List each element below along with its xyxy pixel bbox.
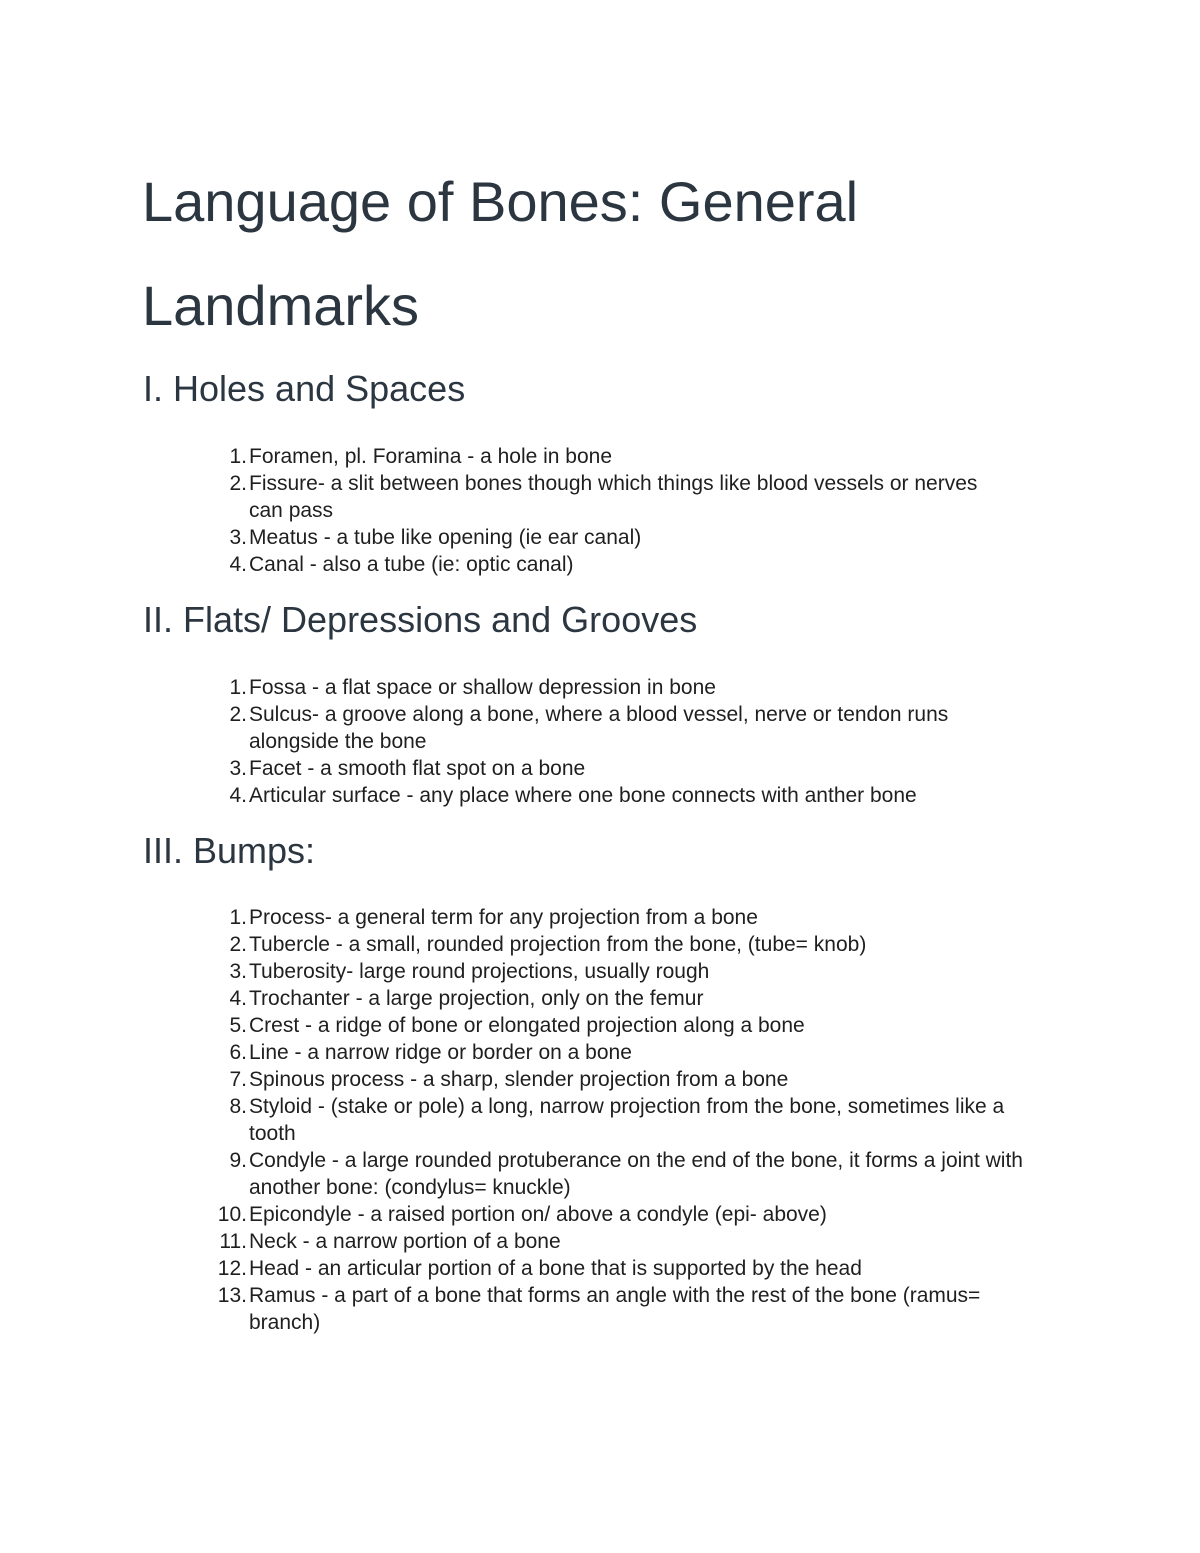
list-item-number: 10.	[217, 1203, 247, 1226]
list-item-number: 1.	[229, 445, 247, 468]
list-item-number: 11.	[219, 1230, 247, 1253]
list-item-text: Epicondyle - a raised portion on/ above a condyle (epi- above)	[249, 1203, 827, 1226]
list-item	[143, 1039, 1043, 1066]
list-item	[143, 1147, 1043, 1201]
list-item	[143, 755, 1043, 782]
section-heading-flats-depressions-grooves: II. Flats/ Depressions and Grooves	[143, 599, 698, 640]
list-item-text: Facet - a smooth flat spot on a bone	[249, 757, 586, 780]
list-item-number: 3.	[229, 757, 247, 780]
list-item	[143, 1066, 1043, 1093]
list-item-number: 9.	[229, 1149, 247, 1172]
list-item-number: 2.	[229, 472, 247, 495]
list-item-number: 3.	[229, 960, 247, 983]
list-item-number: 1.	[229, 676, 247, 699]
list-item-number: 5.	[229, 1014, 247, 1037]
list-item	[143, 1012, 1043, 1039]
list-item-text: Articular surface - any place where one bone connects with anther bone	[249, 784, 917, 807]
list-item	[143, 674, 1043, 701]
list-item-text: Fissure- a slit between bones though which things like blood vessels or nerves can pass	[249, 472, 978, 522]
list-item	[143, 443, 1043, 470]
list-item-text: Trochanter - a large projection, only on the femur	[249, 987, 704, 1010]
list-item-text: Process- a general term for any projection from a bone	[249, 906, 758, 929]
list-item-text: Meatus - a tube like opening (ie ear canal)	[249, 526, 642, 549]
list-item-number: 12.	[217, 1257, 247, 1280]
list-item-number: 1.	[229, 906, 247, 929]
list-item	[143, 904, 1043, 931]
list-item	[143, 470, 1043, 524]
list-item-text: Condyle - a large rounded protuberance on the end of the bone, it forms a joint with another bone: (condylus= knuckle)	[249, 1149, 1023, 1199]
list-item-text: Head - an articular portion of a bone that is supported by the head	[249, 1257, 862, 1280]
list-item	[143, 524, 1043, 551]
list-item-text: Line - a narrow ridge or border on a bone	[249, 1041, 632, 1064]
holes-and-spaces-list	[143, 443, 1043, 578]
list-item-number: 3.	[229, 526, 247, 549]
list-item-text: Spinous process - a sharp, slender projection from a bone	[249, 1068, 789, 1091]
list-item-number: 13.	[217, 1284, 247, 1307]
list-item-text: Ramus - a part of a bone that forms an angle with the rest of the bone (ramus= branch)	[249, 1284, 981, 1334]
list-item-number: 4.	[229, 553, 247, 576]
list-item	[143, 958, 1043, 985]
list-item-number: 2.	[229, 703, 247, 726]
list-item-number: 4.	[229, 784, 247, 807]
list-item-text: Foramen, pl. Foramina - a hole in bone	[249, 445, 613, 468]
list-item-number: 7.	[229, 1068, 247, 1091]
list-item-text: Tubercle - a small, rounded projection from the bone, (tube= knob)	[249, 933, 867, 956]
list-item	[143, 931, 1043, 958]
flats-depressions-grooves-list	[143, 674, 1043, 809]
list-item	[143, 1228, 1043, 1255]
bumps-list	[143, 904, 1043, 1336]
list-item-text: Canal - also a tube (ie: optic canal)	[249, 553, 574, 576]
list-item-number: 2.	[229, 933, 247, 956]
list-item-text: Tuberosity- large round projections, usually rough	[249, 960, 710, 983]
list-item	[143, 701, 1043, 755]
list-item	[143, 985, 1043, 1012]
list-item	[143, 1201, 1043, 1228]
list-item-text: Styloid - (stake or pole) a long, narrow projection from the bone, sometimes like a tooth	[249, 1095, 1005, 1145]
page-title: Language of Bones: General Landmarks	[142, 170, 859, 337]
list-item-text: Sulcus- a groove along a bone, where a blood vessel, nerve or tendon runs alongside the bone	[249, 703, 949, 753]
list-item	[143, 1093, 1043, 1147]
section-heading-bumps: III. Bumps:	[143, 830, 316, 871]
list-item	[143, 1255, 1043, 1282]
list-item	[143, 1282, 1043, 1336]
list-item-number: 4.	[229, 987, 247, 1010]
list-item	[143, 782, 1043, 809]
list-item-text: Crest - a ridge of bone or elongated projection along a bone	[249, 1014, 805, 1037]
list-item-number: 8.	[229, 1095, 247, 1118]
list-item	[143, 551, 1043, 578]
list-item-text: Neck - a narrow portion of a bone	[249, 1230, 561, 1253]
section-heading-holes-and-spaces: I. Holes and Spaces	[143, 368, 466, 409]
list-item-text: Fossa - a flat space or shallow depression in bone	[249, 676, 716, 699]
list-item-number: 6.	[229, 1041, 247, 1064]
